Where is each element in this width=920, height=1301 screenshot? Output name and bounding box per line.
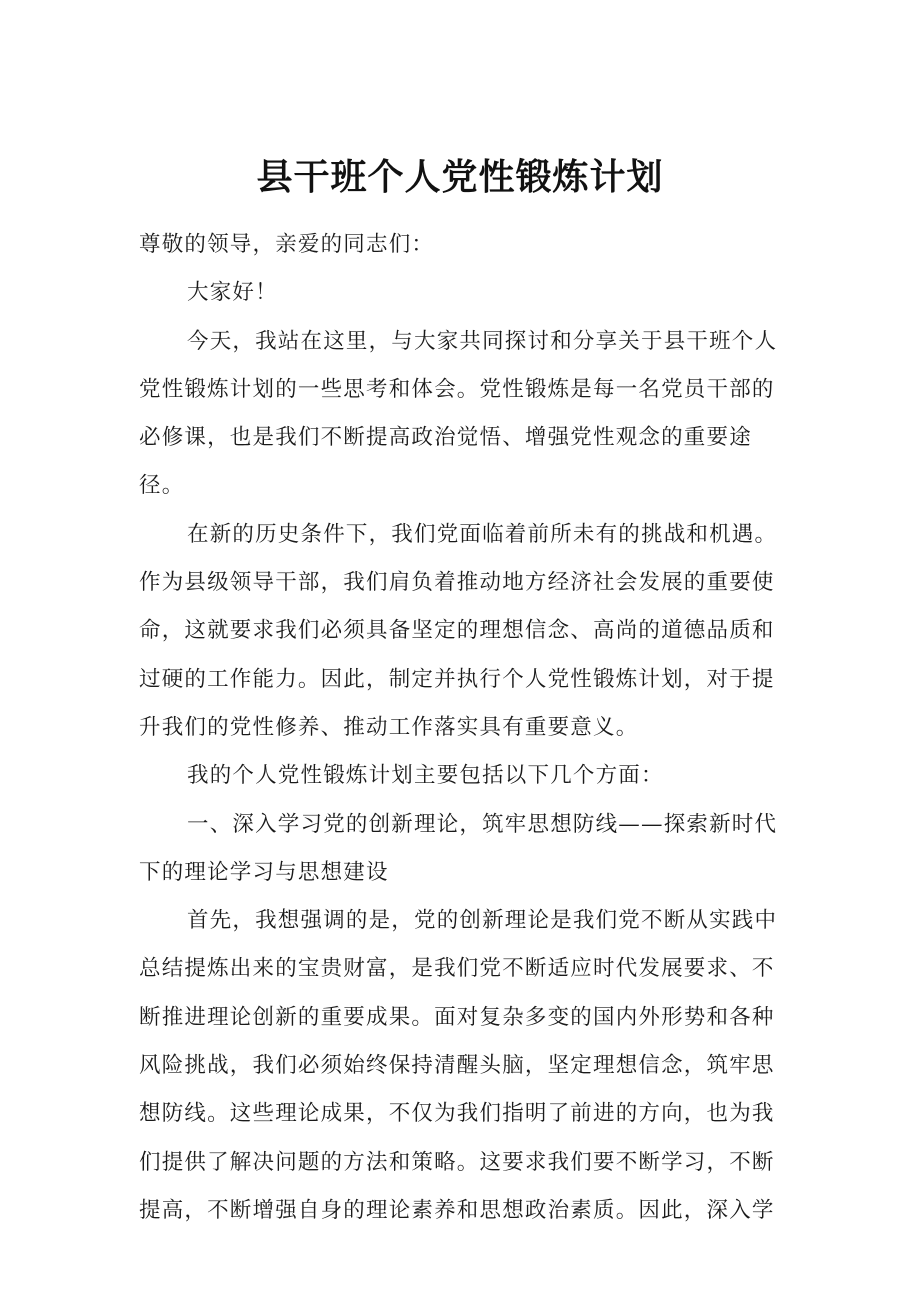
paragraph-section-1: 首先，我想强调的是，党的创新理论是我们党不断从实践中总结提炼出来的宝贵财富，是我们党不断适应时代发展要求、不断推进理论创新的重要成果。面对复杂多变的国内外形势和各种风险挑战，我们必须始终保持清醒头脑，坚定理想信念，筑牢思想防线。这些理论成果，不仅为我们指明了前进的方向，也为我们提供了解决问题的方法和策略。这要求我们要不断学习，不断提高，不断增强自身的理论素养和思想政治素质。因此，深入学 bbox=[139, 908, 778, 1223]
paragraph-intro: 今天，我站在这里，与大家共同探讨和分享关于县干班个人党性锻炼计划的一些思考和体会。党性锻炼是每一名党员干部的必修课，也是我们不断提高政治觉悟、增强党性观念的重要途径。 bbox=[139, 328, 778, 499]
document-body bbox=[139, 221, 794, 1235]
paragraph-plan-overview: 我的个人党性锻炼计划主要包括以下几个方面： bbox=[187, 763, 664, 789]
salutation: 尊敬的领导，亲爱的同志们： bbox=[139, 232, 435, 257]
section-heading-1: 一、深入学习党的创新理论，筑牢思想防线——探索新时代下的理论学习与思想建设 bbox=[139, 811, 778, 885]
greeting: 大家好！ bbox=[187, 280, 278, 306]
document-title: 县干班个人党性锻炼计划 bbox=[256, 157, 664, 198]
paragraph-context: 在新的历史条件下，我们党面临着前所未有的挑战和机遇。作为县级领导干部，我们肩负着推动地方经济社会发展的重要使命，这就要求我们必须具备坚定的理想信念、高尚的道德品质和过硬的工作能力。因此，制定并执行个人党性锻炼计划，对于提升我们的党性修养、推动工作落实具有重要意义。 bbox=[139, 521, 778, 740]
